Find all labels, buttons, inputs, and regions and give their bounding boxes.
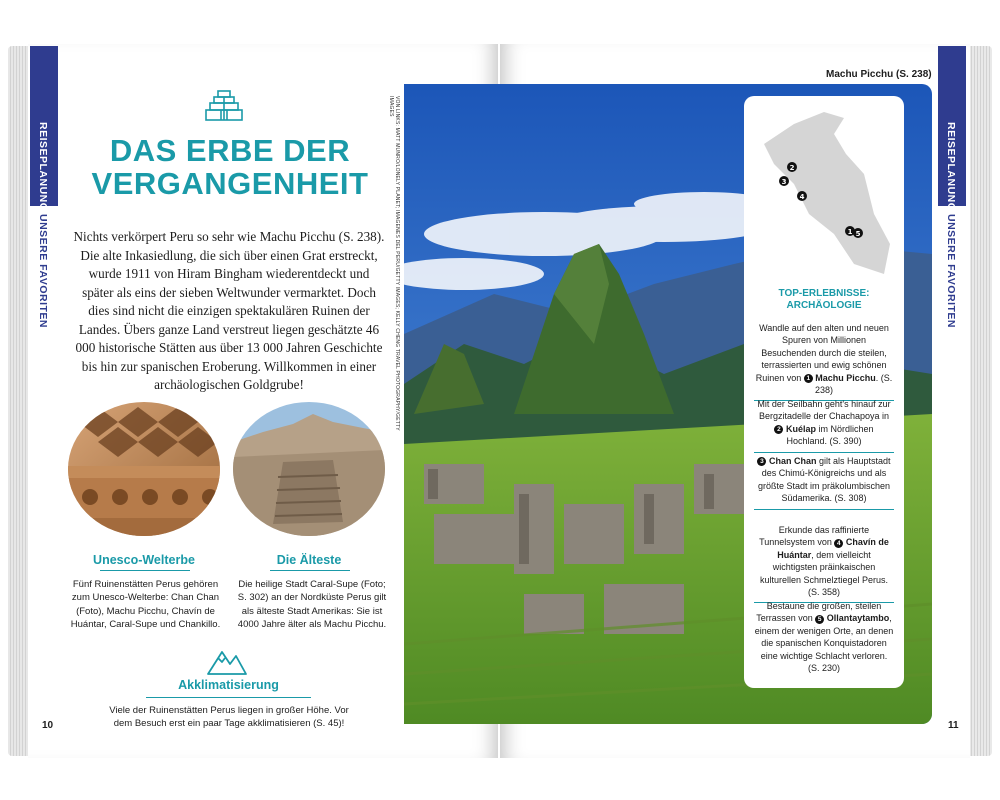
acclimatization-text: Viele der Ruinenstätten Perus liegen in großer Höhe. Vor dem Besuch erst ein paar Tage akklimatisieren (S. 45)! [109, 705, 349, 729]
experience-item: Bestaune die großen, steilen Terrassen von 5 Ollantaytambo, einem der wenigen Orte, an denen die spanischen Konquistadoren eine wichtige Schlacht verloren. (S. 230) [754, 601, 894, 674]
caral-photo [233, 402, 385, 536]
number-badge: 3 [757, 457, 766, 466]
temple-icon [204, 88, 244, 124]
experience-item: Wandle auf den alten und neuen Spuren von Millionen Besuchenden durch die steilen, terrassierten und ewig schönen Ruinen von 1 Machu Picchu. (S. 238) [754, 322, 894, 401]
map-marker-1: 1 [847, 228, 853, 236]
side-tab-label-left: REISEPLANUNG [37, 122, 49, 212]
intro-paragraph: Nichts verkörpert Peru so sehr wie Machu Picchu (S. 238). Die alte Inkasiedlung, die sich über einen Grat erstreckt, wurde 1911 von Hiram Bingham wiederentdeckt und später als eins der sieben Weltwunder vermarktet. Doch dies sind nicht die einzigen spektakulären Ruinen der Landes. Übers ganze Land verstreut liegen geschätzte 46 000 historische Stätten aus über 13 000 Jahren Geschichte bis hin zur spanischen Eroberung. Willkommen in einer archäologischen Goldgrube! [73, 229, 385, 392]
side-tab-label-right: REISEPLANUNG [945, 122, 957, 212]
map-marker-5: 5 [855, 230, 861, 238]
number-badge: 2 [774, 425, 783, 434]
photo-caption: Machu Picchu (S. 238) [826, 69, 932, 80]
unesco-heading: Unesco-Welterbe [93, 553, 195, 567]
map-marker-4: 4 [799, 193, 805, 201]
experience-item: 3 Chan Chan gilt als Hauptstadt des Chimú-Königreichs und als größte Stadt im präkolumbischen Südamerika. (S. 308) [754, 455, 894, 510]
section-label-left: UNSERE FAVORITEN [37, 214, 49, 328]
mountain-icon [206, 644, 248, 676]
page-number-left: 10 [42, 720, 54, 731]
peru-map [754, 104, 896, 280]
title-line-2: VERGANGENHEIT [91, 166, 369, 201]
photo-credit: VON LINKS: MATT MUNRO/LONELY PLANET; IMAGENES DEL PERU/GETTY IMAGES; KELLY CHENG TRAVEL PHOTOGRAPHY/GETTY IMAGES [388, 96, 400, 431]
page-number-right: 11 [948, 720, 959, 731]
oldest-text: Die heilige Stadt Caral-Supe (Foto; S. 302) an der Nordküste Perus gilt als älteste Stadt Amerikas: Sie ist 4000 Jahre älter als Machu Picchu. [237, 579, 387, 630]
acclimatization-divider [146, 697, 311, 698]
number-badge: 4 [834, 539, 843, 548]
number-badge: 5 [815, 615, 824, 624]
page-edges-right [968, 46, 992, 756]
unesco-text: Fünf Ruinenstätten Perus gehören zum Unesco-Welterbe: Chan Chan (Foto), Machu Picchu, Chavín de Huántar, Caral-Supe und Chankillo. [70, 579, 221, 630]
chan-chan-photo [68, 402, 220, 536]
title-line-1: DAS ERBE DER [109, 133, 351, 168]
oldest-divider [270, 570, 350, 571]
experience-item: Mit der Seilbahn geht's hinauf zur Bergzitadelle der Chachapoya in 2 Kuélap im Nördlichen Hochland. (S. 390) [754, 398, 894, 453]
map-marker-2: 2 [789, 164, 795, 172]
section-label-right: UNSERE FAVORITEN [945, 214, 957, 328]
page-title [70, 134, 390, 200]
unesco-divider [100, 570, 190, 571]
oldest-heading: Die Älteste [276, 553, 342, 567]
number-badge: 1 [804, 374, 813, 383]
map-marker-3: 3 [781, 178, 787, 186]
panel-heading: TOP-ERLEBNISSE: ARCHÄOLOGIE [778, 288, 870, 311]
acclimatization-heading: Akklimatisierung [178, 678, 279, 692]
experience-item: Erkunde das raffinierte Tunnelsystem von 4 Chavín de Huántar, dem vielleicht wichtigsten präinkaischen kulturellen Schmelztiegel Perus. (S. 358) [754, 524, 894, 603]
